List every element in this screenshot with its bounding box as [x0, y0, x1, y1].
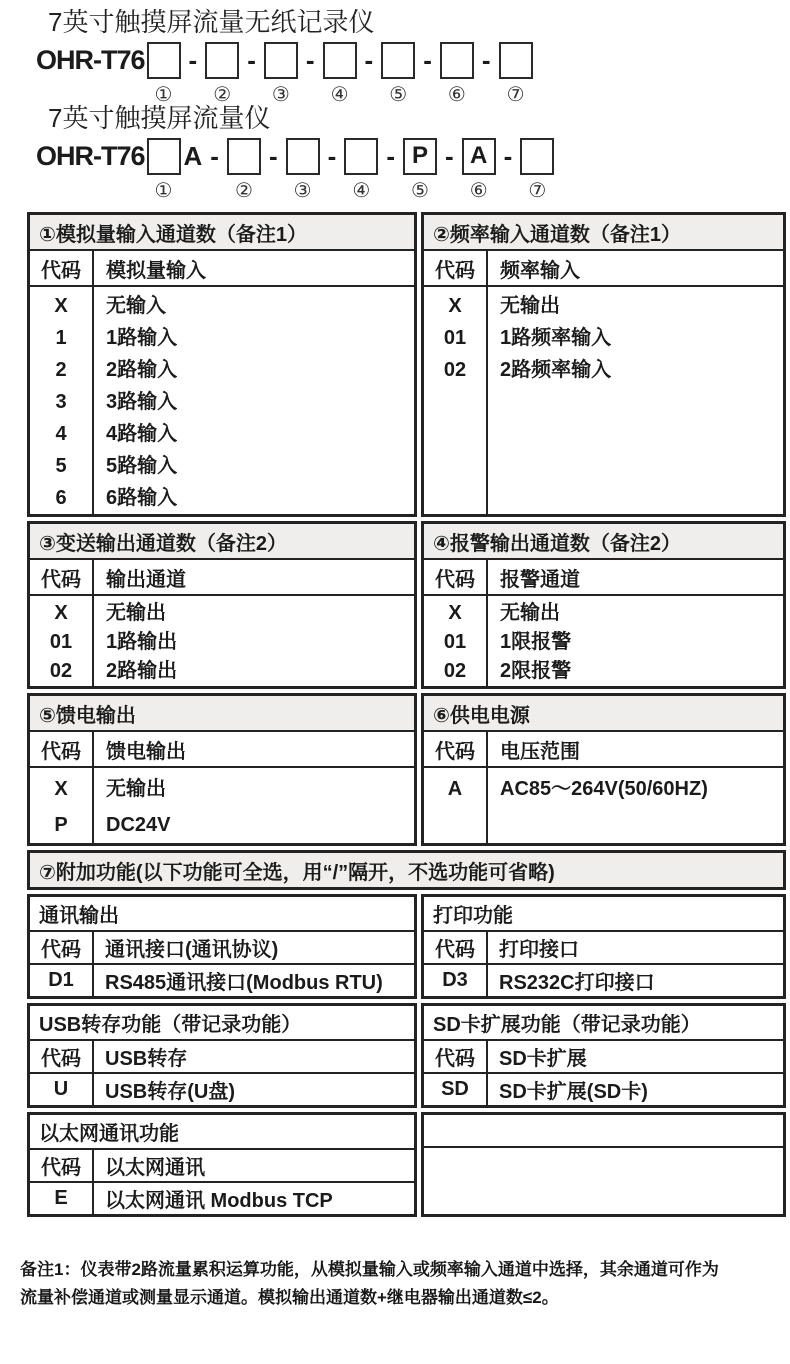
code-column — [424, 596, 488, 686]
column-header-row — [424, 732, 783, 768]
data-row — [424, 963, 783, 996]
segment-number: ⑤ — [411, 179, 429, 202]
footnote-line-1: 备注1：仪表带2路流量累积运算功能，从模拟量输入或频率输入通道中选择，其余通道可作为 — [20, 1260, 719, 1279]
segment-number: ② — [235, 179, 253, 202]
desc-column-header: 报警通道 — [500, 568, 580, 591]
code-subtable — [421, 212, 786, 517]
desc-cell: 2限报警 — [500, 660, 572, 682]
desc-column — [488, 768, 783, 843]
code-column-header: 代码 — [30, 1041, 94, 1072]
desc-cell: USB转存(U盘) — [105, 1081, 235, 1103]
desc-column-header: 频率输入 — [500, 259, 580, 282]
model-code-line — [36, 136, 790, 202]
code-cell: D1 — [30, 965, 94, 996]
code-subtable — [27, 693, 417, 846]
column-header-row — [424, 1039, 783, 1072]
segment-number: ④ — [352, 179, 371, 202]
code-cell: 6 — [55, 487, 67, 509]
data-area — [30, 596, 414, 686]
code-cell: X — [54, 778, 68, 800]
column-header-row — [30, 1148, 414, 1181]
desc-cell: 6路输入 — [106, 487, 178, 509]
model-segment — [381, 42, 440, 106]
desc-cell: 2路输入 — [106, 359, 178, 381]
segment-number: ⑤ — [389, 83, 408, 106]
column-header-row — [30, 732, 414, 768]
code-column — [30, 768, 94, 843]
desc-cell: 无输出 — [500, 295, 560, 317]
desc-cell: 无输入 — [106, 295, 166, 317]
desc-column — [94, 287, 414, 514]
segment-number: ⑦ — [506, 83, 525, 106]
model-prefix: OHR-T76 — [36, 140, 145, 171]
feature-header: USB转存功能（带记录功能） — [39, 1014, 302, 1036]
option-code-box — [286, 138, 320, 175]
code-cell: 02 — [49, 660, 73, 682]
column-header-row — [424, 251, 783, 287]
product-block — [0, 8, 790, 104]
feature-header: 通讯输出 — [39, 905, 119, 927]
desc-column-header: SD卡扩展 — [499, 1048, 587, 1070]
column-header-row — [424, 560, 783, 596]
code-subtable — [27, 212, 417, 517]
segment-number: ④ — [330, 83, 349, 106]
segment-number: ③ — [271, 83, 290, 106]
desc-cell: 2路频率输入 — [500, 359, 612, 381]
segment-number: ⑦ — [528, 179, 547, 202]
model-segment — [403, 138, 462, 202]
section7-header: ⑦附加功能(以下功能可全选，用“/”隔开，不选功能可省略) — [27, 850, 786, 890]
product-title: 7英寸触摸屏流量仪 — [48, 103, 271, 133]
empty-cell — [424, 1148, 783, 1214]
segment-number: ⑥ — [447, 83, 466, 106]
model-segment — [520, 138, 554, 202]
dash-separator: - — [364, 44, 374, 75]
code-column-header: 代码 — [424, 932, 488, 963]
section-header: ⑥供电电源 — [424, 696, 783, 732]
dash-separator: - — [503, 140, 513, 171]
code-column-header: 代码 — [424, 732, 488, 766]
code-column-header: 代码 — [30, 932, 94, 963]
code-cell: 5 — [55, 455, 67, 477]
feature-subtable — [421, 1112, 786, 1217]
code-column-header: 代码 — [30, 1150, 94, 1181]
desc-column-header: 通讯接口(通讯协议) — [105, 939, 279, 961]
option-code-box: P — [403, 138, 437, 175]
footnotes — [20, 1256, 765, 1312]
option-code-box — [520, 138, 554, 175]
section-header: ②频率输入通道数（备注1） — [424, 215, 783, 251]
code-column-header: 代码 — [424, 251, 488, 285]
option-code-box — [323, 42, 357, 79]
code-cell: 02 — [443, 359, 467, 381]
desc-cell: 4路输入 — [106, 423, 178, 445]
desc-cell: DC24V — [106, 814, 171, 836]
section-row — [27, 212, 786, 517]
option-code-box — [499, 42, 533, 79]
code-cell: X — [54, 602, 68, 624]
feature-subtable — [27, 1112, 417, 1217]
desc-cell: RS232C打印接口 — [499, 972, 655, 994]
model-segment — [462, 138, 521, 202]
feature-subtable — [27, 1003, 417, 1108]
model-prefix: OHR-T76 — [36, 44, 145, 75]
data-row — [30, 1072, 414, 1105]
code-cell: 02 — [443, 660, 467, 682]
dash-separator: - — [386, 140, 395, 171]
segment-number: ① — [154, 83, 173, 106]
desc-cell: 无输出 — [106, 778, 166, 800]
code-cell: X — [448, 602, 462, 624]
dash-separator: - — [481, 44, 491, 75]
code-cell: 2 — [55, 359, 67, 381]
segment-number: ② — [213, 83, 232, 106]
data-row — [30, 963, 414, 996]
option-code-box — [147, 42, 181, 79]
option-code-box — [440, 42, 474, 79]
desc-cell: 1路输入 — [106, 327, 178, 349]
section-header: ⑤馈电输出 — [30, 696, 414, 732]
model-segment — [440, 42, 499, 106]
column-header-row — [30, 560, 414, 596]
desc-cell: 5路输入 — [106, 455, 178, 477]
section-row — [27, 1003, 786, 1108]
column-header-row — [30, 930, 414, 963]
column-header-row — [30, 251, 414, 287]
desc-cell: RS485通讯接口(Modbus RTU) — [105, 972, 383, 994]
option-code-box — [264, 42, 298, 79]
code-column-header: 代码 — [30, 560, 94, 594]
section-row — [27, 1112, 786, 1217]
feature-header: 打印功能 — [433, 905, 513, 927]
code-column-header: 代码 — [30, 732, 94, 766]
feature-subtable — [421, 894, 786, 999]
section-header: ③变送输出通道数（备注2） — [30, 524, 414, 560]
code-cell: 1 — [55, 327, 67, 349]
desc-cell: 无输出 — [106, 602, 166, 624]
model-selection-table — [27, 212, 786, 1217]
data-row — [424, 1072, 783, 1105]
feature-subtable — [421, 1003, 786, 1108]
code-cell: 4 — [55, 423, 67, 445]
section-header: ①模拟量输入通道数（备注1） — [30, 215, 414, 251]
model-segment — [264, 42, 323, 106]
desc-column — [488, 287, 783, 514]
model-segment — [147, 42, 206, 106]
desc-column-header: 以太网通讯 — [105, 1157, 205, 1179]
feature-header: 以太网通讯功能 — [39, 1123, 179, 1145]
code-cell: E — [30, 1183, 94, 1214]
desc-column-header: 电压范围 — [500, 740, 580, 763]
feature-header: SD卡扩展功能（带记录功能） — [433, 1014, 701, 1036]
code-column — [30, 287, 94, 514]
desc-cell: 3路输入 — [106, 391, 178, 413]
desc-cell: 1路输出 — [106, 631, 178, 653]
dash-separator: - — [247, 44, 256, 75]
code-cell: A — [447, 778, 463, 800]
code-cell: 01 — [49, 631, 73, 653]
dash-separator: - — [268, 140, 278, 171]
code-column-header: 代码 — [424, 1041, 488, 1072]
dash-separator: - — [188, 44, 198, 75]
option-code-box: A — [462, 138, 496, 175]
section-row — [27, 693, 786, 846]
model-segment — [205, 42, 264, 106]
segment-number: ③ — [293, 179, 312, 202]
dash-separator: - — [305, 44, 315, 75]
feature-subtable — [27, 894, 417, 999]
segment-number: ⑥ — [469, 179, 488, 202]
section-header: ④报警输出通道数（备注2） — [424, 524, 783, 560]
desc-cell: 1路频率输入 — [500, 327, 612, 349]
code-cell: X — [448, 295, 462, 317]
model-segment — [323, 42, 382, 106]
footnote-line-2: 流量补偿通道或测量显示通道。模拟输出通道数+继电器输出通道数≤2。 — [20, 1288, 559, 1307]
segment-number: ① — [154, 179, 173, 202]
code-cell: SD — [424, 1074, 488, 1105]
option-code-box — [381, 42, 415, 79]
fixed-code-letter: A — [183, 140, 203, 171]
desc-cell: AC85～264V(50/60HZ) — [500, 778, 708, 800]
column-header-row — [424, 930, 783, 963]
dash-separator: - — [423, 44, 432, 75]
model-segment — [286, 138, 345, 202]
desc-column — [94, 596, 414, 686]
product-block — [0, 104, 790, 200]
option-code-box — [227, 138, 261, 175]
desc-cell: 无输出 — [500, 602, 560, 624]
code-subtable — [421, 693, 786, 846]
desc-cell: 以太网通讯 Modbus TCP — [105, 1190, 333, 1212]
page-header — [0, 0, 790, 200]
desc-column — [488, 596, 783, 686]
desc-cell: 1限报警 — [500, 631, 572, 653]
model-segment — [227, 138, 286, 202]
code-cell: P — [54, 814, 68, 836]
desc-column-header: 馈电输出 — [106, 740, 186, 763]
desc-column-header: 打印接口 — [499, 939, 579, 961]
code-subtable — [421, 521, 786, 689]
data-area — [30, 768, 414, 843]
code-column — [424, 287, 488, 514]
code-cell: 01 — [443, 631, 467, 653]
option-code-box — [344, 138, 378, 175]
model-segment — [344, 138, 403, 202]
code-column — [424, 768, 488, 843]
data-area — [424, 768, 783, 843]
dash-separator: - — [210, 140, 219, 171]
data-area — [424, 596, 783, 686]
section-row — [27, 521, 786, 689]
model-segment — [499, 42, 533, 106]
desc-column-header: USB转存 — [105, 1048, 188, 1070]
section-row — [27, 894, 786, 999]
code-cell: D3 — [424, 965, 488, 996]
desc-cell: 2路输出 — [106, 660, 178, 682]
data-row — [30, 1181, 414, 1214]
dash-separator: - — [444, 140, 454, 171]
option-code-box — [147, 138, 181, 175]
data-area — [30, 287, 414, 514]
dash-separator: - — [327, 140, 337, 171]
code-cell: X — [54, 295, 68, 317]
option-code-box — [205, 42, 239, 79]
data-area — [424, 287, 783, 514]
code-subtable — [27, 521, 417, 689]
product-title: 7英寸触摸屏流量无纸记录仪 — [48, 7, 375, 37]
code-column-header: 代码 — [424, 560, 488, 594]
desc-cell: SD卡扩展(SD卡) — [499, 1081, 648, 1103]
desc-column — [94, 768, 414, 843]
code-cell: 01 — [443, 327, 467, 349]
model-segment — [147, 138, 227, 202]
code-cell: 3 — [55, 391, 67, 413]
code-cell: U — [30, 1074, 94, 1105]
desc-column-header: 输出通道 — [106, 568, 186, 591]
code-column-header: 代码 — [30, 251, 94, 285]
code-column — [30, 596, 94, 686]
desc-column-header: 模拟量输入 — [106, 259, 206, 282]
column-header-row — [30, 1039, 414, 1072]
model-code-line — [36, 40, 790, 106]
empty-cell — [424, 1115, 783, 1148]
